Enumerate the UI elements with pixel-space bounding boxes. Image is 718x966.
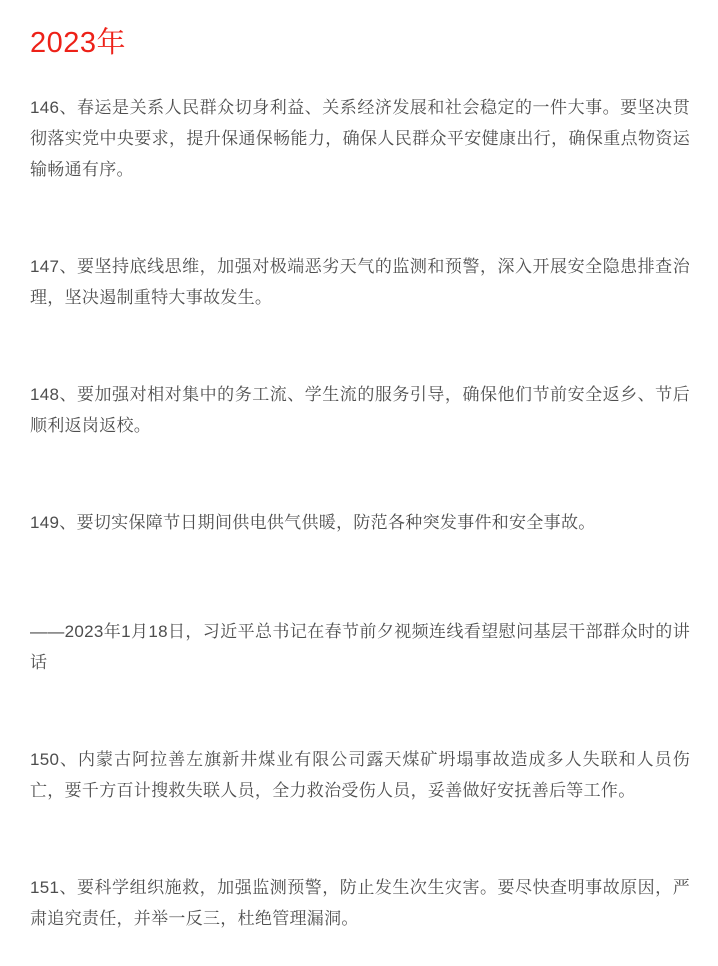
paragraph-148: 148、要加强对相对集中的务工流、学生流的服务引导，确保他们节前安全返乡、节后顺利返岗返校。 xyxy=(30,385,690,435)
citation-line: ——2023年1月18日，习近平总书记在春节前夕视频连线看望慰问基层干部群众时的讲话 xyxy=(30,622,690,672)
paragraph-151: 151、要科学组织施救，加强监测预警，防止发生次生灾害。要尽快查明事故原因，严肃追究责任，并举一反三，杜绝管理漏洞。 xyxy=(30,878,690,928)
paragraph-147: 147、要坚持底线思维，加强对极端恶劣天气的监测和预警，深入开展安全隐患排查治理，坚决遏制重特大事故发生。 xyxy=(30,257,690,307)
paragraph-146: 146、春运是关系人民群众切身利益、关系经济发展和社会稳定的一件大事。要坚决贯彻落实党中央要求，提升保通保畅能力，确保人民群众平安健康出行，确保重点物资运输畅通有序。 xyxy=(30,98,690,179)
year-heading: 2023年 xyxy=(30,27,127,59)
paragraph-150: 150、内蒙古阿拉善左旗新井煤业有限公司露天煤矿坍塌事故造成多人失联和人员伤亡，要千方百计搜救失联人员，全力救治受伤人员，妥善做好安抚善后等工作。 xyxy=(30,750,690,800)
paragraph-149: 149、要切实保障节日期间供电供气供暖，防范各种突发事件和安全事故。 xyxy=(30,513,596,532)
